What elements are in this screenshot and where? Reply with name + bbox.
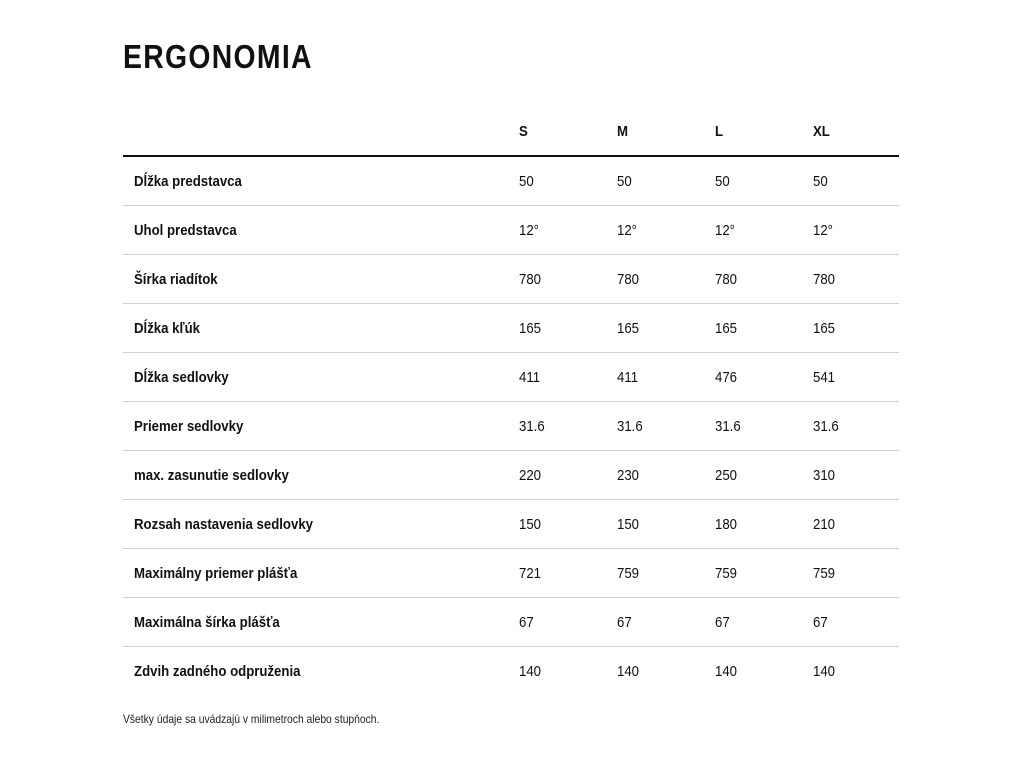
- table-cell: 12°: [617, 206, 715, 255]
- table-cell: 250: [715, 451, 813, 500]
- table-cell: 50: [519, 156, 617, 206]
- table-row: [123, 549, 899, 598]
- size-header: XL: [813, 108, 899, 156]
- table-cell: 12°: [715, 206, 813, 255]
- table-cell: 67: [715, 598, 813, 647]
- table-cell: 67: [519, 598, 617, 647]
- row-label: Šírka riadítok: [123, 255, 519, 304]
- table-row: [123, 598, 899, 647]
- page-title: ERGONOMIA: [123, 38, 313, 75]
- table-row: [123, 206, 899, 255]
- table-cell: 759: [617, 549, 715, 598]
- table-cell: 165: [519, 304, 617, 353]
- table-row: [123, 500, 899, 549]
- table-cell: 721: [519, 549, 617, 598]
- size-header: S: [519, 108, 617, 156]
- table-cell: 50: [617, 156, 715, 206]
- size-header-row: [123, 108, 899, 156]
- ergonomics-table: [123, 108, 899, 695]
- table-row: [123, 353, 899, 402]
- table-cell: 165: [813, 304, 899, 353]
- table-cell: 140: [617, 662, 640, 680]
- table-cell: 411: [617, 353, 715, 402]
- table-cell: 780: [813, 255, 899, 304]
- table-cell: 67: [813, 598, 899, 647]
- size-header: M: [617, 108, 715, 156]
- table-row: [123, 156, 899, 206]
- table-cell: 165: [715, 304, 813, 353]
- table-cell: 140: [715, 662, 738, 680]
- table-row: [123, 647, 899, 696]
- table-cell: 780: [617, 255, 715, 304]
- table-row: [123, 304, 899, 353]
- table-cell: 541: [813, 353, 899, 402]
- table-cell: 31.6: [813, 402, 899, 451]
- row-label: Dĺžka predstavca: [123, 156, 519, 206]
- table-row: [123, 255, 899, 304]
- table-cell: 31.6: [519, 402, 617, 451]
- table-cell: 150: [617, 500, 715, 549]
- table-cell: 411: [519, 353, 617, 402]
- row-label: Dĺžka kľúk: [123, 304, 519, 353]
- table-cell: 759: [813, 549, 899, 598]
- table-cell: 140: [813, 662, 836, 680]
- table-cell: 230: [617, 451, 715, 500]
- table-cell: 210: [813, 500, 899, 549]
- size-header: L: [715, 108, 813, 156]
- table-cell: 12°: [813, 206, 899, 255]
- table-cell: 780: [519, 255, 617, 304]
- table-cell: 67: [617, 598, 715, 647]
- row-label: Zdvih zadného odpruženia: [134, 662, 301, 680]
- table-cell: 50: [715, 156, 813, 206]
- table-cell: 140: [519, 662, 542, 680]
- row-label: Dĺžka sedlovky: [123, 353, 519, 402]
- table-cell: 12°: [519, 206, 617, 255]
- units-footnote: Všetky údaje sa uvádzajú v milimetroch alebo stupňoch.: [123, 712, 380, 726]
- table-cell: 759: [715, 549, 813, 598]
- table-cell: 310: [813, 451, 899, 500]
- row-label: max. zasunutie sedlovky: [123, 451, 519, 500]
- table-cell: 50: [813, 156, 899, 206]
- table-cell: 31.6: [617, 402, 715, 451]
- table-cell: 31.6: [715, 402, 813, 451]
- table-cell: 220: [519, 451, 617, 500]
- table-cell: 150: [519, 500, 617, 549]
- row-label: Priemer sedlovky: [123, 402, 519, 451]
- table-cell: 165: [617, 304, 715, 353]
- table-row: [123, 402, 899, 451]
- table-cell: 780: [715, 255, 813, 304]
- row-label: Uhol predstavca: [123, 206, 519, 255]
- row-label: Maximálny priemer plášťa: [123, 549, 519, 598]
- table-row: [123, 451, 899, 500]
- row-label: Rozsah nastavenia sedlovky: [123, 500, 519, 549]
- table-cell: 476: [715, 353, 813, 402]
- table-cell: 180: [715, 500, 813, 549]
- header-label-cell: [123, 108, 519, 156]
- row-label: Maximálna šírka plášťa: [123, 598, 519, 647]
